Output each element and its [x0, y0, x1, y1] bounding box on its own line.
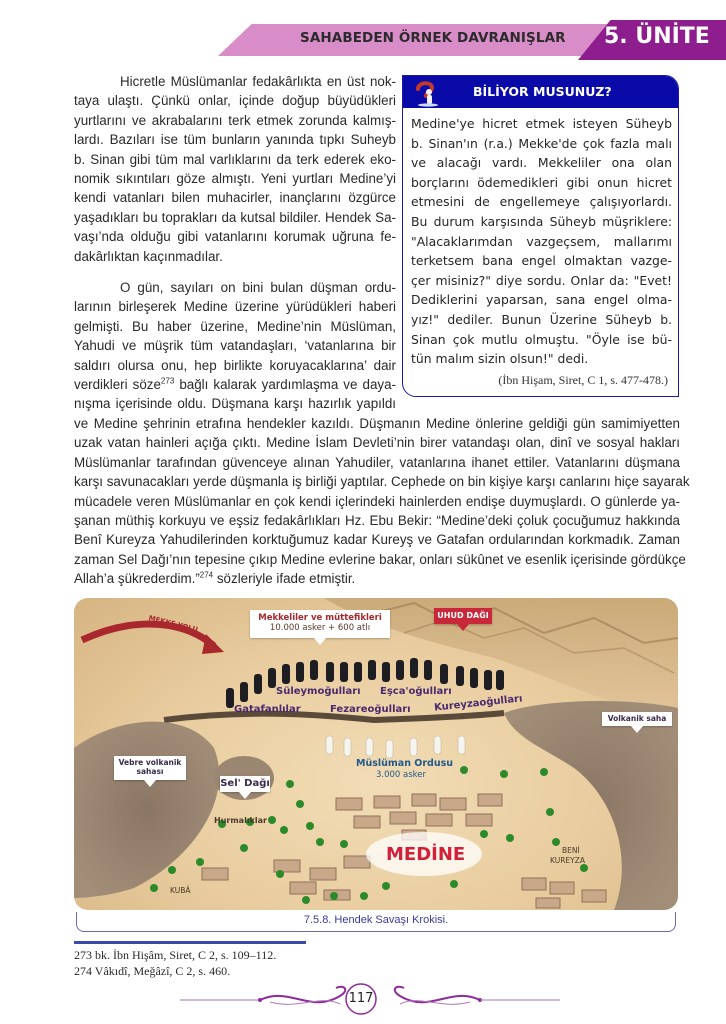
medine-city-label: MEDİNE	[386, 844, 466, 865]
footnote-ref-273[interactable]: 273	[160, 376, 175, 386]
unit-title: 5. ÜNİTE	[604, 24, 710, 49]
text-line: taya ulaştı. Çünkü onlar, içinde doğup büyüdükleri	[74, 93, 396, 109]
enemy-army-title: Mekkeliler ve müttefikleri	[258, 613, 382, 623]
palm-groves-label: Hurmalıklar	[214, 816, 267, 825]
text-line: Hicretle Müslümanlar fedakârlıkta en üst nok-	[120, 74, 396, 89]
enemy-army-count: 10.000 asker + 600 atlı	[269, 623, 371, 633]
text-line: kendi vatanları bilen muhacirler, inançlarını özgürce	[74, 190, 396, 206]
text-line: zaman Sel Dağı’nın tepesine çıkıp Medine evlerine bakar, onları sükûnet ve esenlik içerisinde gördükçe	[74, 551, 686, 567]
text-line	[74, 569, 680, 588]
text-line: borçlarını ödemedikleri gibi onun hicret	[411, 174, 672, 190]
paragraph-trench	[74, 414, 690, 589]
map-caption: 7.5.8. Hendek Savaşı Krokisi.	[303, 914, 449, 926]
text-line	[74, 375, 396, 394]
vebre-volcanic-area	[74, 722, 219, 898]
text-line: larının birleşerek Medine üzerine yürüdükleri haberi	[74, 299, 396, 315]
text-line: ve alacağı vardı. Mekkeliler ona olan	[411, 155, 672, 171]
text-line: gelmişti. Bu haber üzerine, Medine’nin Müslüman,	[74, 318, 396, 334]
section-title: SAHABEDEN ÖRNEK DAVRANIŞLAR	[300, 30, 566, 46]
did-you-know-header	[403, 76, 678, 108]
text-line: saldırı olursa onu, hep birlikte koruyacaklarına’ dair	[74, 357, 396, 373]
text-line: çer misiniz?" diye sordu. Onlar da: "Evet!	[411, 272, 672, 288]
tribe-suleymogullari: Süleymoğulları	[276, 686, 361, 697]
beni-kureyza-line1: BENİ	[562, 846, 580, 855]
tribe-escaogullari: Eşca'oğulları	[380, 686, 452, 697]
text-line: yız!" dediler. Bunun Üzerine Süheyb b.	[411, 311, 672, 327]
text-line: Bu durum karşısında Süheyb müşriklere:	[411, 213, 672, 229]
page-number: 117	[348, 991, 374, 1006]
paragraph-hicret	[74, 72, 396, 266]
text-line: O gün, sayıları on bini bulan düşman ordu-	[120, 280, 396, 295]
text-line: Benî Kureyza Yahudilerinden korktuğumuz kadar Kureyş ve Gatafan ordularından korkmadık. Zaman	[74, 532, 680, 548]
text-line: Dediklerini yaparsan, sana engel olma-	[411, 292, 672, 308]
did-you-know-text	[411, 114, 672, 369]
text-line: etmesini de engellemeye çalışıyorlardı.	[411, 194, 672, 210]
text-line: şanan müthiş korkuyu ve eşsiz fedakârlıkları Hz. Ebu Bekir: “Medine’deki çoluk çocuğumuz hakkında	[74, 513, 680, 529]
tribe-gatafanlilar: Gatafanlılar	[234, 704, 301, 715]
vebre-label-line1: Vebre volkanik	[118, 758, 182, 767]
text-line: uzak vatan hainleri açığa çıktı. Medine İslam Devleti’nin birer vatandaşı olan, dinî ve sosyal hakları	[74, 435, 680, 451]
beni-kureyza-line2: KUREYZA	[550, 856, 586, 865]
text-line: b. Sinan gibi tüm mal varlıklarını da terk ederek eko-	[74, 151, 396, 167]
did-you-know-box	[402, 75, 679, 397]
text-line: mücadele veren Müslümanlar en çok kendi içlerindeki hainlerden endişe duymuşlardı. O günlerde ya-	[74, 493, 680, 509]
text-line: tün malım sizin olsun!" dedi.	[411, 351, 589, 367]
text-line: nışma içerisinde oldu. Düşmana karşı hazırlık yapıldı	[74, 396, 396, 412]
text-line: yaşadıkları bu toprakları da kutsal bildiler. Hendek Sa-	[74, 209, 396, 225]
text-line: terketsem bana engel olmaktan vazge-	[411, 253, 672, 269]
text-line: b. Sinan'ın (r.a.) Mekke'de çok fazla malı	[411, 135, 672, 151]
vebre-volcanic-callout	[114, 756, 186, 780]
text-line: Sinan çok mutlu olmuştu. "Öyle ise bü-	[411, 331, 672, 347]
footnote-273: 273 bk. İbn Hişâm, Siret, C 2, s. 109–112.	[74, 948, 277, 962]
muslim-army-label: Müslüman Ordusu	[356, 758, 454, 769]
muslim-soldiers	[326, 736, 465, 758]
uhud-mountain-callout: UHUD DAĞI	[434, 608, 492, 624]
text-fragment: Allah’a şükrederdim.”	[74, 571, 200, 587]
text-line: karşı savunacakları yerde düşmanla iş birliği yaptılar. Cephede on bin kişiye karşı canlarını hiçe sayarak	[74, 474, 690, 490]
enemy-army-callout	[250, 610, 390, 638]
tribe-kureyzaogullari: Kureyzaoğulları	[433, 693, 523, 714]
trench-battle-map	[74, 598, 678, 910]
paragraph-enemy-news	[74, 278, 396, 414]
text-line: yurtlarını ve akrabalarını terk etmek zorunda kalmış-	[74, 112, 396, 128]
text-line: dakârlıktan kaçınmadılar.	[74, 248, 223, 264]
text-line: ve Medine şehrinin etrafına hendekler kazıldı. Düşmanın Medine önlerine geldiği gün samimiyetten	[74, 416, 680, 431]
kuba-label: KUBÂ	[170, 886, 191, 895]
footnote-ref-274[interactable]: 274	[199, 570, 214, 580]
text-line: "Alacaklarımdan vazgeçsem, mallarımı	[411, 233, 672, 249]
volcanic-area-callout: Volkanik saha	[602, 712, 672, 726]
text-line: Medine'ye hicret etmek isteyen Süheyb	[411, 116, 672, 131]
muslim-army-count: 3.000 asker	[376, 770, 427, 780]
text-line: lardı. Bazıları ise tüm bunların yanında tıpkı Suheyb	[74, 132, 396, 148]
text-line: vaşı’nda olduğu gibi vatanlarını korumak uğruna fe-	[74, 229, 396, 245]
sel-dagi-callout: Sel' Dağı	[220, 776, 270, 792]
text-line: nomik sıkıntıları göze almıştı. Yeni yurtları Medine’yi	[74, 171, 396, 187]
map-terrain	[74, 598, 678, 910]
did-you-know-title: BİLİYOR MUSUNUZ?	[473, 84, 612, 99]
vebre-label-line2: sahası	[136, 767, 164, 776]
question-mark-figure-icon	[411, 78, 441, 108]
mekke-road-label: MEKKE YOLU	[147, 614, 199, 634]
footnote-274: 274 Vâkıdî, Meğâzî, C 2, s. 460.	[74, 964, 231, 978]
text-line: Müslümanlar tarafından güvenceye alınan Yahudiler, vatanlarına ihanet ettiler. Vatanlarını düşmana	[74, 454, 680, 470]
text-line: Yahudi ve müşrik tüm vatandaşları, ‘vatanlarına bir	[74, 338, 396, 354]
tribe-fezareogullari: Fezareoğulları	[330, 704, 411, 715]
map-caption-box	[76, 912, 676, 932]
text-fragment: sözleriyle ifade etmiştir.	[213, 571, 356, 587]
footnote-divider	[74, 941, 306, 944]
text-fragment: verdikleri söze	[74, 377, 161, 393]
text-fragment: bağlı kalarak yardımlaşma ve daya-	[174, 377, 396, 393]
did-you-know-source: (İbn Hişam, Siret, C 1, s. 477-478.)	[498, 373, 668, 387]
